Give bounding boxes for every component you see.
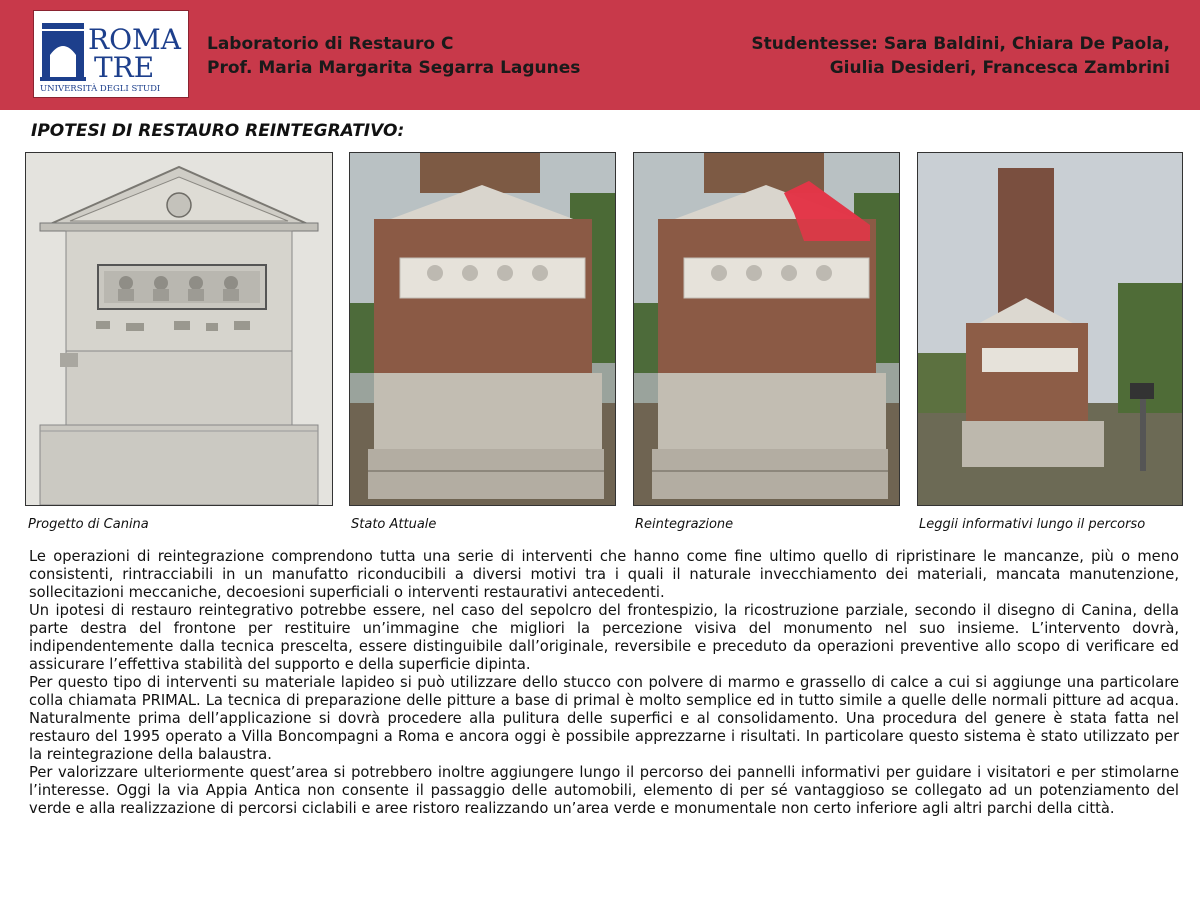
canina-drawing-image [25,152,333,506]
caption-current-state: Stato Attuale [351,517,437,532]
students-info [751,32,1170,80]
logo-line2: TRE [94,51,155,84]
section-title: IPOTESI DI RESTAURO REINTEGRATIVO: [31,121,405,141]
students-line2: Giulia Desideri, Francesca Zambrini [829,58,1170,78]
logo-graphic [34,11,188,97]
course-title: Laboratorio di Restauro C [207,34,454,54]
caption-reintegration: Reintegrazione [635,517,734,532]
roma-tre-logo [33,10,189,98]
course-info [207,32,580,80]
body-text [29,548,1179,818]
paragraph-2: Un ipotesi di restauro reintegrativo potrebbe essere, nel caso del sepolcro del frontespizio, la ricostruzione parziale, secondo il disegno di Canina, della parte destra del frontone per restituire un’immagine che migliori la percezione visiva del monumento nel suo insieme. L’intervento dovrà, indipendentemente dalla tecnica prescelta, essere distinguibile dall’originale, reversibile e preceduto da operazioni preventive allo scopo di verificare ed assicurare l’effettiva stabilità del supporto e della superficie dipinta. [29,602,1179,673]
caption-info-panels: Leggii informativi lungo il percorso [919,517,1146,532]
reintegration-photo [633,152,900,506]
info-panels-photo [917,152,1183,506]
header-banner [0,0,1200,110]
logo-line3: UNIVERSITÀ DEGLI STUDI [40,84,161,94]
paragraph-4: Per valorizzare ulteriormente quest’area si potrebbero inoltre aggiungere lungo il percorso dei pannelli informativi per guidare i visitatori e per stimolarne l’interesse. Oggi la via Appia Antica non consente il passaggio delle automobili, elemento di per sé vantaggioso se collegato ad un potenziamento del verde e alla realizzazione di percorsi ciclabili e aree ristoro realizzando un’area verde e monumentale non certo inferiore agli altri parchi della città. [29,764,1179,817]
paragraph-3: Per questo tipo di interventi su materiale lapideo si può utilizzare dello stucco con polvere di marmo e grassello di calce a cui si aggiunge una particolare colla chiamata PRIMAL. La tecnica di preparazione delle pitture a base di primal è molto semplice ed in tutto simile a quelle delle normali pitture ad acqua. Naturalmente prima dell’applicazione si dovrà procedere alla pulitura delle superfici e al consolidamento. Una procedura del genere è stata fatta nel restauro del 1995 operato a Villa Boncompagni a Roma e ancora oggi è possibile apprezzarne i risultati. In particolare questo sistema è stato utilizzato per la reintegrazione della balaustra. [29,674,1179,763]
professor-name: Prof. Maria Margarita Segarra Lagunes [207,58,581,78]
paragraph-1: Le operazioni di reintegrazione comprendono tutta una serie di interventi che hanno come fine ultimo quello di ripristinare le mancanze, più o meno consistenti, rintracciabili in un manufatto riconducibili a diversi motivi tra i quali il naturale invecchiamento dei materiali, mancata manutenzione, sollecitazioni meccaniche, decoesioni superficiali o interventi restaurativi antecedenti. [29,548,1179,601]
logo-line1: ROMA [88,23,181,56]
students-line1: Studentesse: Sara Baldini, Chiara De Paola, [751,34,1170,54]
caption-canina: Progetto di Canina [28,517,149,532]
arch-icon [40,23,86,81]
current-state-photo [349,152,616,506]
